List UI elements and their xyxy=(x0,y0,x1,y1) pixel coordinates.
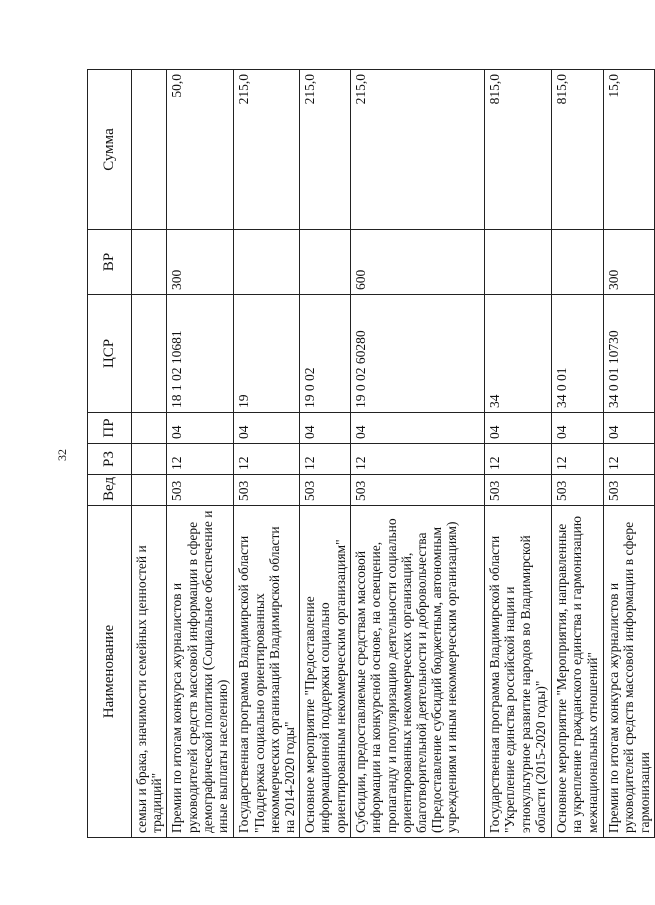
cell-name: семьи и брака, значимости семейных ценностей и традиций" xyxy=(132,506,167,838)
cell-vr: 300 xyxy=(604,230,655,295)
header-name: Наименование xyxy=(88,506,132,838)
table-row xyxy=(552,70,604,838)
cell-rz: 12 xyxy=(167,444,234,475)
page-number: 32 xyxy=(55,449,69,461)
budget-table xyxy=(87,69,655,838)
cell-vr xyxy=(132,230,167,295)
cell-pr: 04 xyxy=(552,413,604,444)
cell-ved: 503 xyxy=(351,475,485,506)
cell-ved: 503 xyxy=(552,475,604,506)
cell-rz: 12 xyxy=(300,444,351,475)
table-row xyxy=(351,70,485,838)
cell-name: Государственная программа Владимирской области "Укрепление единства российской нации и этнокультурное развитие народов во Владимирской области (2015-2020 годы)" xyxy=(485,506,552,838)
table-row xyxy=(604,70,655,838)
table-header-row xyxy=(88,70,132,838)
cell-sum: 215,0 xyxy=(300,70,351,230)
cell-vr xyxy=(300,230,351,295)
cell-ved: 503 xyxy=(234,475,300,506)
cell-sum: 50,0 xyxy=(167,70,234,230)
table-row xyxy=(167,70,234,838)
cell-pr: 04 xyxy=(234,413,300,444)
rotated-table-container xyxy=(87,70,652,838)
cell-rz xyxy=(132,444,167,475)
cell-sum xyxy=(132,70,167,230)
cell-name: Премии по итогам конкурса журналистов и руководителей средств массовой информации в сфере демографической политики (Социальное обеспечение и иные выплаты населению) xyxy=(167,506,234,838)
cell-ved: 503 xyxy=(485,475,552,506)
cell-pr: 04 xyxy=(604,413,655,444)
cell-csr: 19 0 02 60280 xyxy=(351,295,485,413)
header-rz: РЗ xyxy=(88,444,132,475)
cell-csr: 19 0 02 xyxy=(300,295,351,413)
table-row xyxy=(485,70,552,838)
cell-vr xyxy=(552,230,604,295)
cell-pr: 04 xyxy=(485,413,552,444)
cell-sum: 815,0 xyxy=(552,70,604,230)
header-ved: Вед xyxy=(88,475,132,506)
cell-ved: 503 xyxy=(300,475,351,506)
cell-name: Основное мероприятие "Мероприятия, направленные на укрепление гражданского единства и гармонизацию межнациональных отношений" xyxy=(552,506,604,838)
cell-ved xyxy=(132,475,167,506)
header-vr: ВР xyxy=(88,230,132,295)
cell-sum: 215,0 xyxy=(351,70,485,230)
cell-csr: 34 0 01 10730 xyxy=(604,295,655,413)
cell-rz: 12 xyxy=(552,444,604,475)
cell-sum: 15,0 xyxy=(604,70,655,230)
cell-pr: 04 xyxy=(167,413,234,444)
cell-ved: 503 xyxy=(604,475,655,506)
cell-name: Субсидии, предоставляемые средствам массовой информации на конкурсной основе, на освещение, пропаганду и популяризацию деятельности социально ориентированных некоммерческих организаций, благотворительной деятельности и добровольчества (Предоставление субсидий бюджетным, автономным учреждениям и иным некоммерческим организациям) xyxy=(351,506,485,838)
cell-name: Премии по итогам конкурса журналистов и руководителей средств массовой информации в сфере гармонизации xyxy=(604,506,655,838)
header-pr: ПР xyxy=(88,413,132,444)
cell-pr: 04 xyxy=(300,413,351,444)
cell-rz: 12 xyxy=(234,444,300,475)
cell-csr: 34 xyxy=(485,295,552,413)
cell-pr xyxy=(132,413,167,444)
cell-csr xyxy=(132,295,167,413)
cell-sum: 215,0 xyxy=(234,70,300,230)
cell-rz: 12 xyxy=(351,444,485,475)
header-csr: ЦСР xyxy=(88,295,132,413)
cell-ved: 503 xyxy=(167,475,234,506)
cell-csr: 18 1 02 10681 xyxy=(167,295,234,413)
cell-vr: 300 xyxy=(167,230,234,295)
table-row xyxy=(132,70,167,838)
cell-csr: 19 xyxy=(234,295,300,413)
cell-rz: 12 xyxy=(485,444,552,475)
cell-rz: 12 xyxy=(604,444,655,475)
table-row xyxy=(300,70,351,838)
cell-sum: 815,0 xyxy=(485,70,552,230)
cell-vr xyxy=(234,230,300,295)
cell-name: Государственная программа Владимирской области "Поддержка социально ориентированных некоммерческих организаций Владимирской области на 2014-2020 годы" xyxy=(234,506,300,838)
header-sum: Сумма xyxy=(88,70,132,230)
cell-vr: 600 xyxy=(351,230,485,295)
cell-pr: 04 xyxy=(351,413,485,444)
cell-name: Основное мероприятие "Предоставление информационной поддержки социально ориентированным некоммерческим организациям" xyxy=(300,506,351,838)
table-row xyxy=(234,70,300,838)
cell-vr xyxy=(485,230,552,295)
cell-csr: 34 0 01 xyxy=(552,295,604,413)
